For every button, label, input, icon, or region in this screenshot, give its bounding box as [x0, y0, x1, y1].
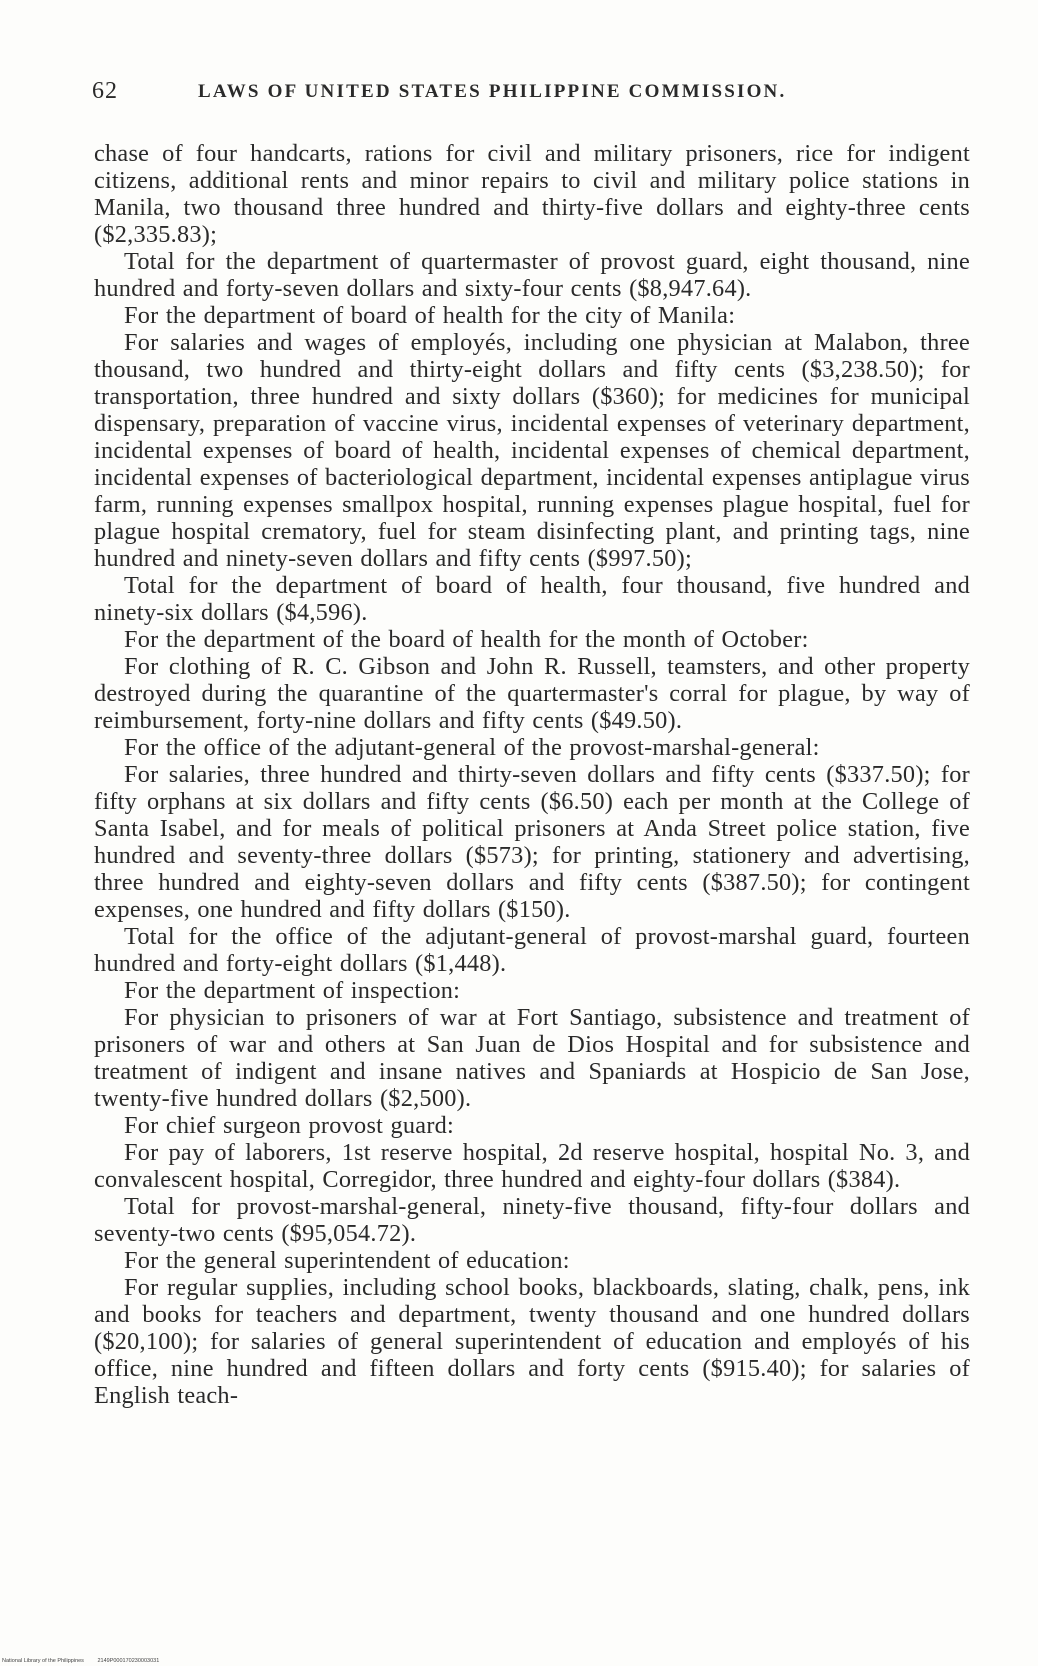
paragraph: chase of four handcarts, rations for civil and military prisoners, rice for indigent citizens, additional rents and minor repairs to civil and military police stations in Manila, two thousand three hundred and thirty-five dollars and eighty-three cents ($2,335.83);: [94, 140, 970, 248]
paragraph: For chief surgeon provost guard:: [124, 1112, 455, 1139]
paragraph: Total for the office of the adjutant-general of provost-marshal guard, fourteen hundred and forty-eight dollars ($1,448).: [94, 923, 970, 977]
scan-identifier: 2149P000170230003031: [97, 1658, 160, 1664]
page-number: 62: [92, 78, 118, 104]
paragraph: For the department of the board of health for the month of October:: [124, 626, 809, 653]
paragraph: For the department of inspection:: [124, 977, 461, 1004]
body-text: [94, 140, 970, 1409]
scan-footer: [2, 1658, 159, 1664]
paragraph: Total for provost-marshal-general, ninety-five thousand, fifty-four dollars and seventy-two cents ($95,054.72).: [94, 1193, 970, 1247]
paragraph: Total for the department of quartermaster of provost guard, eight thousand, nine hundred and forty-seven dollars and sixty-four cents ($8,947.64).: [94, 248, 970, 302]
page-header: [92, 78, 972, 108]
paragraph: For regular supplies, including school books, blackboards, slating, chalk, pens, ink and books for teachers and department, twenty thousand and one hundred dollars ($20,100); for salaries of general superintendent of education and employés of his office, nine hundred and fifteen dollars and forty cents ($915.40); for salaries of English teach-: [94, 1274, 970, 1409]
paragraph: For the general superintendent of education:: [124, 1247, 570, 1274]
library-credit: National Library of the Philippines: [2, 1658, 84, 1664]
paragraph: For clothing of R. C. Gibson and John R. Russell, teamsters, and other property destroyed during the quarantine of the quartermaster's corral for plague, by way of reimbursement, forty-nine dollars and fifty cents ($49.50).: [94, 653, 970, 734]
paragraph: For physician to prisoners of war at Fort Santiago, subsistence and treatment of prisoners of war and others at San Juan de Dios Hospital and for subsistence and treatment of indigent and insane natives and Spaniards at Hospicio de San Jose, twenty-five hundred dollars ($2,500).: [94, 1004, 970, 1112]
paragraph: Total for the department of board of health, four thousand, five hundred and ninety-six dollars ($4,596).: [94, 572, 970, 626]
paragraph: For the office of the adjutant-general of the provost-marshal-general:: [124, 734, 820, 761]
paragraph: For salaries and wages of employés, including one physician at Malabon, three thousand, two hundred and thirty-eight dollars and fifty cents ($3,238.50); for transportation, three hundred and sixty dollars ($360); for medicines for municipal dispensary, preparation of vaccine virus, incidental expenses of veterinary department, incidental expenses of board of health, incidental expenses of chemical department, incidental expenses of bacteriological department, incidental expenses antiplague virus farm, running expenses smallpox hospital, running expenses plague hospital, fuel for plague hospital crematory, fuel for steam disinfecting plant, and printing tags, nine hundred and ninety-seven dollars and fifty cents ($997.50);: [94, 329, 970, 572]
paragraph: For the department of board of health for the city of Manila:: [124, 302, 736, 329]
running-head: LAWS OF UNITED STATES PHILIPPINE COMMISSION.: [198, 81, 787, 102]
paragraph: For salaries, three hundred and thirty-seven dollars and fifty cents ($337.50); for fifty orphans at six dollars and fifty cents ($6.50) each per month at the College of Santa Isabel, and for meals of political prisoners at Anda Street police station, five hundred and seventy-three dollars ($573); for printing, stationery and advertising, three hundred and eighty-seven dollars and fifty cents ($387.50); for contingent expenses, one hundred and fifty dollars ($150).: [94, 761, 970, 923]
paragraph: For pay of laborers, 1st reserve hospital, 2d reserve hospital, hospital No. 3, and convalescent hospital, Corregidor, three hundred and eighty-four dollars ($384).: [94, 1139, 970, 1193]
